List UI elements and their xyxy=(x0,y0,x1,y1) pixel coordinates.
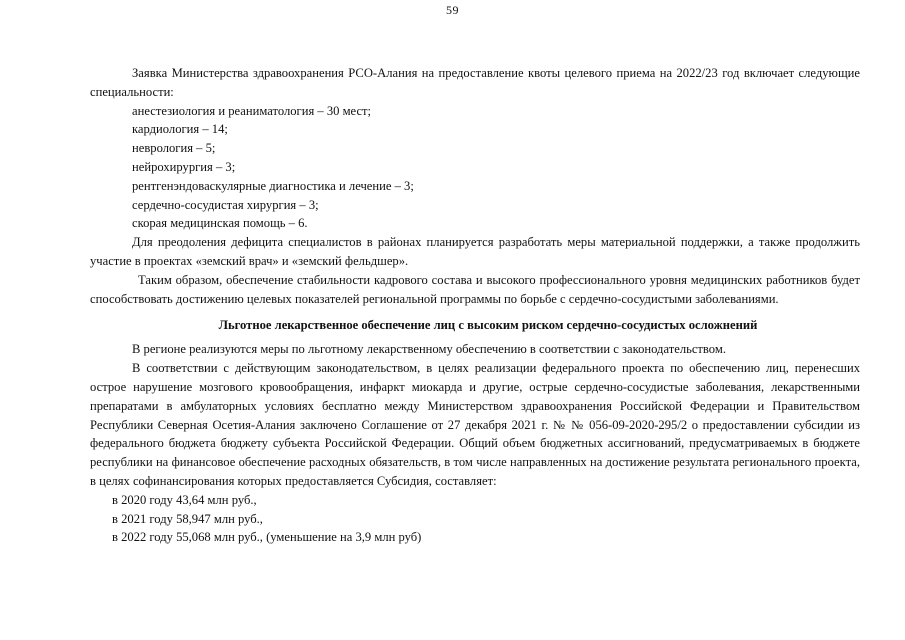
support-measures-paragraph: Для преодоления дефицита специалистов в районах планируется разработать меры материальной поддержки, а также продолжить участие в проектах «земский врач» и «земский фельдшер». xyxy=(90,235,860,268)
specialty-item-neurology: неврология – 5; xyxy=(132,141,216,156)
specialty-item-neurosurgery: нейрохирургия – 3; xyxy=(132,159,236,174)
specialty-item-cardiovascular-surgery: сердечно-сосудистая хирургия – 3; xyxy=(132,197,319,212)
specialties-list xyxy=(90,102,860,234)
subsidy-agreement-paragraph: В соответствии с действующим законодательством, в целях реализации федерального проекта по обеспечению лиц, перенесших острое нарушение мозгового кровообращения, инфаркт миокарда и другие, острые сердечно-сосудистые заболевания, лекарственными препаратами в амбулаторных условиях бесплатно между Министерством здравоохранения Российской Федерации и Правительством Республики Северная Осетия-Алания заключено Соглашение от 27 декабря 2021 г. № № 056-09-2020-295/2 о предоставлении субсидии из федерального бюджета бюджету субъекта Российской Федерации. Общий объем бюджетных ассигнований, предусматриваемых в бюджете республики на финансовое обеспечение расходных обязательств, в том числе направленных на достижение результата регионального проекта, в целях софинансирования которых предоставляется Субсидия, составляет: xyxy=(90,361,860,488)
specialty-item-emergency-care: скорая медицинская помощь – 6. xyxy=(132,216,308,231)
section-heading: Льготное лекарственное обеспечение лиц с высоким риском сердечно-сосудистых осложнений xyxy=(218,318,758,333)
funding-item-2022: в 2022 году 55,068 млн руб., (уменьшение на 3,9 млн руб) xyxy=(112,530,422,545)
specialty-item-anesthesiology: анестезиология и реаниматология – 30 мест; xyxy=(132,103,372,118)
regional-measures-paragraph: В регионе реализуются меры по льготному лекарственному обеспечению в соответствии с законодательством. xyxy=(132,342,726,357)
quota-intro-paragraph: Заявка Министерства здравоохранения РСО-Алания на предоставление квоты целевого приема на 2022/23 год включает следующие специальности: xyxy=(90,66,860,99)
conclusion-paragraph: Таким образом, обеспечение стабильности кадрового состава и высокого профессионального уровня медицинских работников будет способствовать достижению целевых показателей региональной программы по борьбе с сердечно-сосудистыми заболеваниями. xyxy=(90,272,860,306)
document-body xyxy=(90,64,860,547)
page-number: 59 xyxy=(446,3,459,17)
funding-item-2020: в 2020 году 43,64 млн руб., xyxy=(112,492,257,507)
specialty-item-endovascular: рентгенэндоваскулярные диагностика и лечение – 3; xyxy=(132,178,414,193)
funding-list xyxy=(90,491,860,547)
specialty-item-cardiology: кардиология – 14; xyxy=(132,122,228,137)
funding-item-2021: в 2021 году 58,947 млн руб., xyxy=(112,511,263,526)
